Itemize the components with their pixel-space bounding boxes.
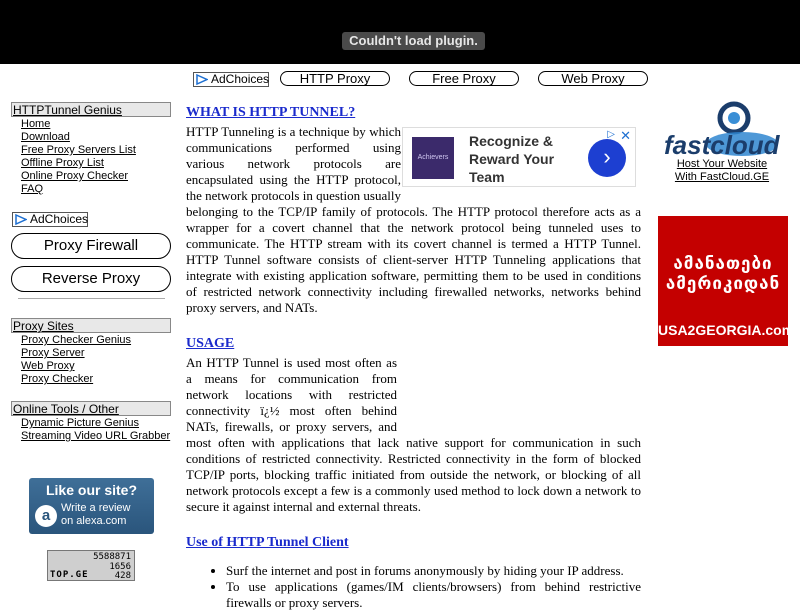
sidebar-link-proxy-checker-genius[interactable]: Proxy Checker Genius <box>21 334 132 346</box>
adchoices-badge[interactable] <box>193 72 269 87</box>
sidebar-list-proxy-sites <box>11 334 171 386</box>
heading-usage[interactable]: USAGE <box>186 336 235 351</box>
sidebar-link-free-proxy-list[interactable]: Free Proxy Servers List <box>21 144 136 156</box>
sidebar-list-online-tools <box>11 417 171 443</box>
intro-text: HTTP Tunneling is a technique by which communications performed using various network protocols are encapsulated using the HTTP protocol, the network protocols in question usually belonging to the TCP/IP family of protocols. The HTTP protocol therefore acts as a wrapper for a covert channel that the network protocol being tunneled uses to communicate. The HTTP stream with its covert channel is termed a HTTP Tunnel. HTTP Tunnel software consists of client-server HTTP Tunneling applications that integrate with existing application software, permitting them to be used in conditions of restricted network connectivity including firewalled networks, networks behind proxy servers, and NATs. <box>186 124 641 315</box>
fastcloud-link[interactable] <box>662 158 782 184</box>
sidebar-link-proxy-server[interactable]: Proxy Server <box>21 347 85 359</box>
ad-line: Recognize & <box>469 133 554 149</box>
sidebar-link-proxy-checker[interactable]: Proxy Checker <box>21 373 94 385</box>
sidebar-link-offline-proxy-list[interactable]: Offline Proxy List <box>21 157 104 169</box>
heading-what-is-http-tunnel[interactable]: WHAT IS HTTP TUNNEL? <box>186 105 356 120</box>
alexa-logo-icon: a <box>35 505 57 527</box>
sidebar-divider <box>18 298 165 299</box>
usage-paragraph <box>186 355 641 515</box>
sidebar-link-download[interactable]: Download <box>21 131 70 143</box>
sidebar-online-tools <box>11 401 171 443</box>
sidebar-link-streaming-video-grabber[interactable]: Streaming Video URL Grabber <box>21 430 171 442</box>
ad-spacer <box>397 355 641 435</box>
ad-brand-image: Achievers <box>412 137 454 179</box>
usa2georgia-ad[interactable] <box>658 216 795 346</box>
adchoices-label: AdChoices <box>211 72 270 86</box>
adchoices-icon <box>196 74 208 85</box>
sidebar <box>11 102 171 196</box>
ad-line: Reward Your <box>469 151 555 167</box>
cloud-dot-icon <box>728 112 740 124</box>
ad-line: Team <box>469 169 505 185</box>
top-black-banner <box>0 0 800 64</box>
sidebar-adchoices-badge[interactable] <box>12 212 88 227</box>
list-item: • To use applications (games/IM clients/browsers) from behind restrictive firewalls or proxy servers. <box>226 579 641 611</box>
sidebar-link-dynamic-picture-genius[interactable]: Dynamic Picture Genius <box>21 417 139 429</box>
ad-close-icon[interactable]: ✕ <box>620 128 631 143</box>
client-uses-list <box>186 563 641 611</box>
nav-web-proxy[interactable]: Web Proxy <box>538 71 648 86</box>
usa-ad-site: USA2GEORGIA.com <box>658 322 795 338</box>
nav-http-proxy[interactable]: HTTP Proxy <box>280 71 390 86</box>
ad-text <box>469 132 554 186</box>
sidebar-proxy-sites <box>11 318 171 386</box>
counter-value: 1656 <box>109 562 131 572</box>
adchoices-label: AdChoices <box>30 212 89 226</box>
proxy-firewall-button[interactable]: Proxy Firewall <box>11 233 171 259</box>
usa-ad-line2: ამერიკიდან <box>665 274 781 293</box>
alexa-line2: on alexa.com <box>61 515 127 527</box>
sidebar-title-online-tools[interactable]: Online Tools / Other <box>11 401 171 416</box>
alexa-title: Like our site? <box>45 482 138 498</box>
fastcloud-link-line2[interactable]: With FastCloud.GE <box>674 171 770 183</box>
sidebar-title-httptunnel[interactable]: HTTPTunnel Genius <box>11 102 171 117</box>
sidebar-list-main <box>11 118 171 196</box>
sidebar-link-home[interactable]: Home <box>21 118 51 130</box>
fastcloud-wordmark: fastcloud <box>664 130 780 160</box>
ad-arrow-button[interactable]: › <box>588 139 626 177</box>
sidebar-link-faq[interactable]: FAQ <box>21 183 44 195</box>
list-item: • Surf the internet and post in forums anonymously by hiding your IP address. <box>226 563 641 579</box>
achievers-ad[interactable] <box>402 127 636 187</box>
adchoices-icon <box>15 214 27 225</box>
sidebar-link-web-proxy[interactable]: Web Proxy <box>21 360 75 372</box>
nav-free-proxy[interactable]: Free Proxy <box>409 71 519 86</box>
usage-text: An HTTP Tunnel is used most often as a means for communication from network locations with restricted connectivity ï¿½ most often behind NATs, firewalls, or proxy servers, and most often with applications that lack native support for communication in such conditions of restricted connectivity. Restricted connectivity in the form of blocked TCP/IP ports, blocking traffic initiated from outside the network, or blocking of all network protocols except a few is a commonly used method to lock down a network to secure it against internal and external threats. <box>186 355 641 514</box>
alexa-subtitle <box>61 502 130 528</box>
sidebar-title-proxy-sites[interactable]: Proxy Sites <box>11 318 171 333</box>
alexa-line1: Write a review <box>61 502 131 514</box>
alexa-review-badge[interactable] <box>29 478 154 534</box>
fastcloud-link-line1[interactable]: Host Your Website <box>676 158 768 170</box>
sidebar-link-online-proxy-checker[interactable]: Online Proxy Checker <box>21 170 128 182</box>
heading-use-of-http-tunnel-client[interactable]: Use of HTTP Tunnel Client <box>186 535 349 550</box>
counter-value: 5588871 <box>93 552 131 562</box>
topge-counter[interactable] <box>47 550 135 581</box>
topge-logo: TOP.GE <box>50 570 89 580</box>
counter-value: 428 <box>114 571 131 581</box>
ad-info-icon[interactable]: ▷ <box>607 129 615 140</box>
plugin-error-message: Couldn't load plugin. <box>342 32 485 50</box>
usa-ad-line1: ამანათები <box>673 254 773 273</box>
reverse-proxy-button[interactable]: Reverse Proxy <box>11 266 171 292</box>
